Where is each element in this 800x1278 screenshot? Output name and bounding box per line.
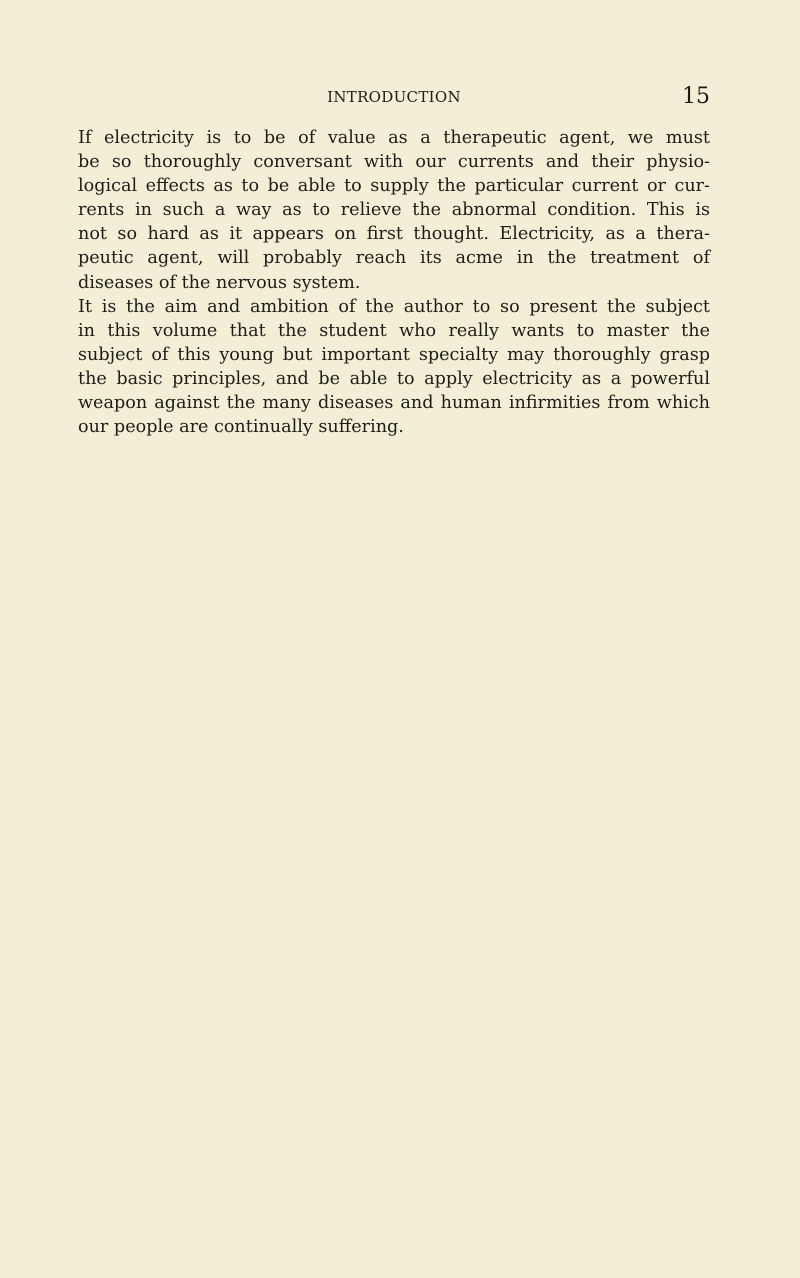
body-text <box>78 126 710 439</box>
text-line: weapon against the many diseases and human infirmities from which <box>78 393 710 414</box>
text-line: not so hard as it appears on first thought. Electricity, as a thera- <box>78 224 710 245</box>
text-line: in this volume that the student who really wants to master the <box>78 320 710 341</box>
page-number: 15 <box>682 84 710 109</box>
running-title: INTRODUCTION <box>327 88 461 106</box>
text-line: logical effects as to be able to supply the particular current or cur- <box>78 176 710 197</box>
paragraph-1 <box>78 126 710 295</box>
text-line: diseases of the nervous system. <box>78 272 361 293</box>
running-head <box>78 84 710 110</box>
text-line: If electricity is to be of value as a therapeutic agent, we must <box>78 128 710 148</box>
text-line: the basic principles, and be able to apply electricity as a powerful <box>78 368 710 389</box>
text-line: rents in such a way as to relieve the abnormal condition. This is <box>78 200 710 221</box>
text-line: It is the aim and ambition of the author to so present the subject <box>78 296 710 317</box>
paragraph-2 <box>78 295 710 440</box>
text-line: subject of this young but important specialty may thoroughly grasp <box>78 344 710 365</box>
text-line: be so thoroughly conversant with our currents and their physio- <box>78 152 710 173</box>
text-line: our people are continually suffering. <box>78 417 404 438</box>
text-line: peutic agent, will probably reach its acme in the treatment of <box>78 248 710 269</box>
